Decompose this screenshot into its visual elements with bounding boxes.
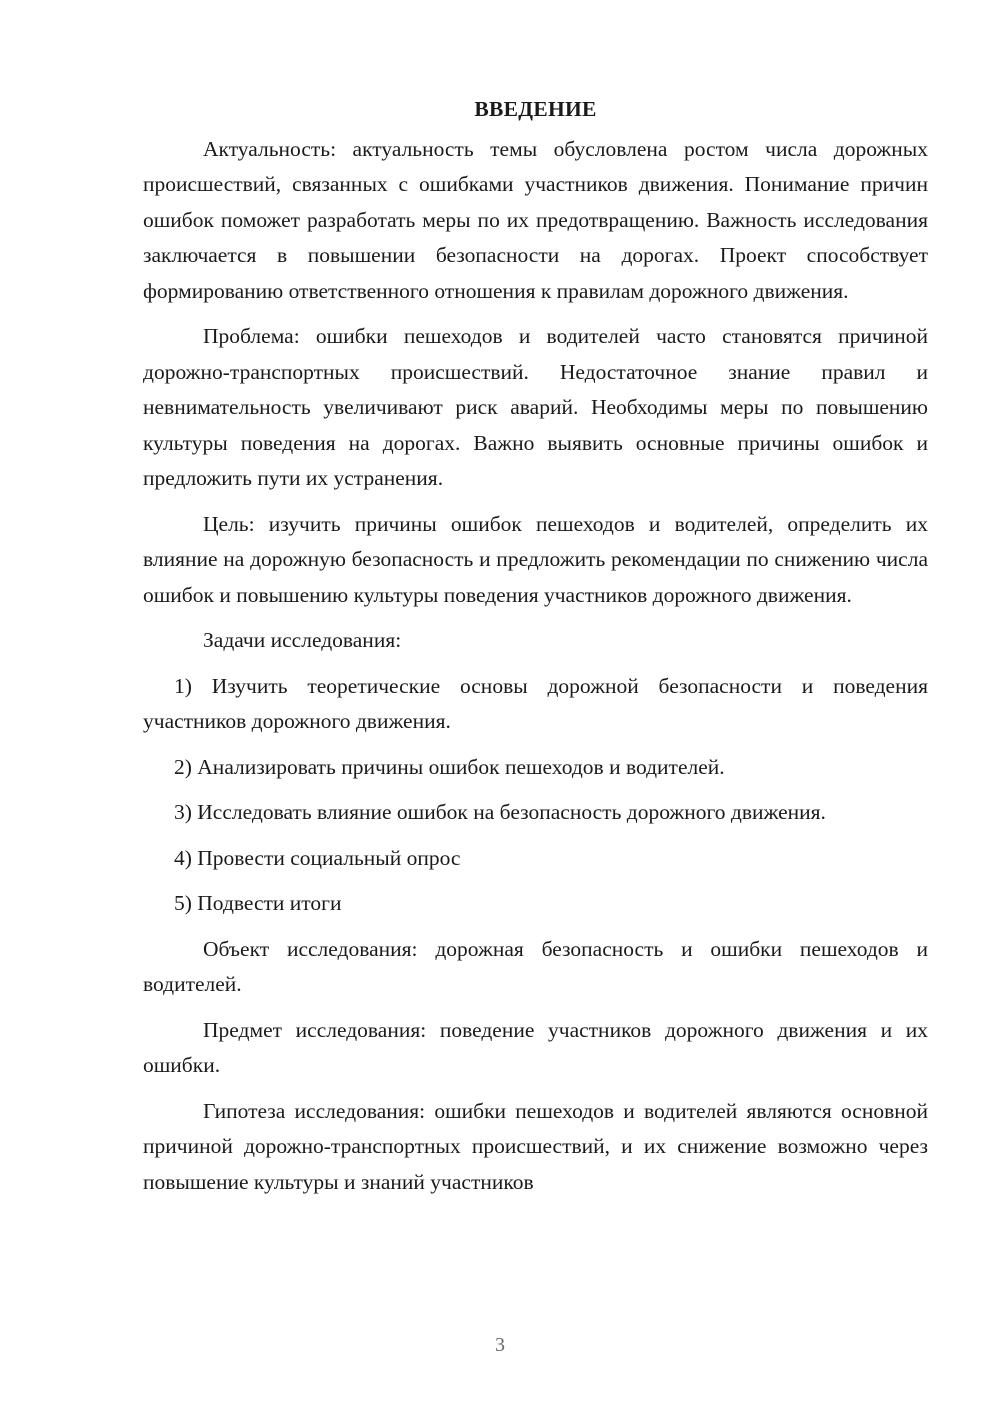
task-item: 3) Исследовать влияние ошибок на безопасность дорожного движения. xyxy=(174,800,826,824)
section-title: ВВЕДЕНИЕ xyxy=(474,97,597,121)
task-item: 4) Провести социальный опрос xyxy=(174,845,461,870)
problem-paragraph: Проблема: ошибки пешеходов и водителей часто становятся причиной дорожно-транспортных происшествий. Недостаточное знание правил и невнимательность увеличивают риск аварий. Необходимы меры по повышению культуры поведения на дорогах. Важно выявить основные причины ошибок и предложить пути их устранения. xyxy=(143,324,928,490)
page-content xyxy=(143,92,928,1210)
subject-paragraph: Предмет исследования: поведение участников дорожного движения и их ошибки. xyxy=(143,1017,928,1077)
page-number: 3 xyxy=(495,1334,505,1356)
tasks-heading: Задачи исследования: xyxy=(203,628,402,652)
task-item: 1) Изучить теоретические основы дорожной безопасности и поведения участников дорожного движения. xyxy=(143,673,928,733)
goal-paragraph: Цель: изучить причины ошибок пешеходов и водителей, определить их влияние на дорожную безопасность и предложить рекомендации по снижению числа ошибок и повышению культуры поведения участников дорожного движения. xyxy=(143,511,928,607)
tasks-list xyxy=(143,669,928,922)
object-paragraph: Объект исследования: дорожная безопасность и ошибки пешеходов и водителей. xyxy=(143,936,928,996)
task-item: 5) Подвести итоги xyxy=(174,891,342,915)
relevance-paragraph: Актуальность: актуальность темы обусловлена ростом числа дорожных происшествий, связанных с ошибками участников движения. Понимание причин ошибок поможет разработать меры по их предотвращению. Важность исследования заключается в повышении безопасности на дорогах. Проект способствует формированию ответственного отношения к правилам дорожного движения. xyxy=(143,136,928,303)
hypothesis-paragraph: Гипотеза исследования: ошибки пешеходов и водителей являются основной причиной дорожно-транспортных происшествий, и их снижение возможно через повышение культуры и знаний участников xyxy=(143,1098,928,1194)
task-item: 2) Анализировать причины ошибок пешеходов и водителей. xyxy=(174,754,725,779)
